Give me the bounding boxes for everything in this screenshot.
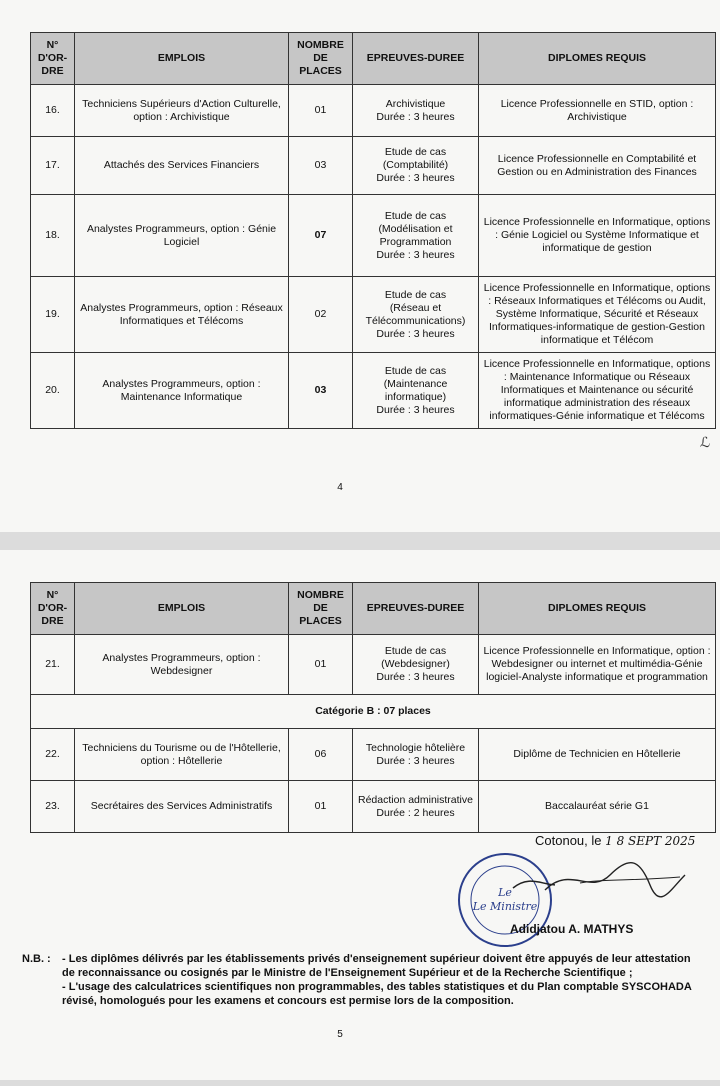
table-row bbox=[31, 781, 716, 833]
exam-line: (Comptabilité) bbox=[382, 159, 449, 171]
table-row bbox=[31, 137, 716, 195]
row-number: 23. bbox=[31, 781, 75, 833]
table-row bbox=[31, 195, 716, 277]
header-diplomes: DIPLOMES REQUIS bbox=[479, 583, 716, 635]
nb-item: - Les diplômes délivrés par les établissements privés d'enseignement supérieur doivent être appuyés de leur attestation de reconnaissance ou cosignés par le Ministre de l'Enseignement Supérieur et de la Recherche Scientifique ; bbox=[62, 953, 691, 979]
places-count: 01 bbox=[289, 85, 353, 137]
exam-duration bbox=[353, 195, 479, 277]
required-diploma: Licence Professionnelle en Informatique, options : Maintenance Informatique ou Réseaux Informatiques et Maintenance ou sécurité informatique administration des réseaux informatiques-Génie informatique et Télécoms bbox=[479, 353, 716, 429]
handwritten-mark-icon: ℒ bbox=[700, 434, 711, 450]
table-body bbox=[31, 85, 716, 429]
page-number: 5 bbox=[337, 1029, 343, 1040]
exam-line: Durée : 2 heures bbox=[376, 806, 455, 819]
job-title: Analystes Programmeurs, option : Maintenance Informatique bbox=[75, 353, 289, 429]
stamp-title: Le Ministre bbox=[472, 900, 538, 913]
places-count: 03 bbox=[289, 137, 353, 195]
exam-line: Etude de cas bbox=[384, 146, 447, 158]
handwritten-date: 1 8 SEPT 2025 bbox=[605, 834, 696, 848]
exam-line: (Réseau et Télécommunications) bbox=[365, 301, 466, 327]
row-number: 16. bbox=[31, 85, 75, 137]
header-places: NOMBRE DE PLACES bbox=[289, 33, 353, 85]
header-ordre: N° D'OR-DRE bbox=[31, 33, 75, 85]
row-number: 21. bbox=[31, 635, 75, 695]
required-diploma: Licence Professionnelle en Comptabilité et Gestion ou en Administration des Finances bbox=[479, 137, 716, 195]
page-number: 4 bbox=[337, 482, 343, 493]
exam-duration bbox=[353, 729, 479, 781]
signature-date bbox=[535, 833, 695, 848]
signer-name: Adidjatou A. MATHYS bbox=[510, 922, 634, 936]
document-page-5 bbox=[0, 550, 720, 1080]
exam-line: Etude de cas bbox=[384, 209, 447, 222]
category-row bbox=[31, 695, 716, 729]
places-count: 02 bbox=[289, 277, 353, 353]
exam-duration bbox=[353, 277, 479, 353]
nb-item: - L'usage des calculatrices scientifiques non programmables, des tables statistiques et du Plan comptable SYSCOHADA révisé, homologués pour les examens et concours est permise lors de la composition. bbox=[62, 981, 692, 1007]
required-diploma: Licence Professionnelle en Informatique, option : Webdesigner ou internet et multimédia-Génie logiciel-Analyste informatique et programmation bbox=[479, 635, 716, 695]
table-row bbox=[31, 635, 716, 695]
required-diploma: Licence Professionnelle en STID, option : Archivistique bbox=[479, 85, 716, 137]
exam-line: Durée : 3 heures bbox=[376, 327, 455, 340]
exam-line: Durée : 3 heures bbox=[376, 172, 455, 184]
table-row bbox=[31, 353, 716, 429]
header-emplois: EMPLOIS bbox=[75, 33, 289, 85]
job-title: Analystes Programmeurs, option : Webdesigner bbox=[75, 635, 289, 695]
category-label: Catégorie B : 07 places bbox=[31, 695, 716, 729]
date-place: Cotonou, le bbox=[535, 833, 602, 848]
exam-line: Rédaction administrative bbox=[358, 793, 473, 806]
places-count: 01 bbox=[289, 635, 353, 695]
required-diploma: Diplôme de Technicien en Hôtellerie bbox=[479, 729, 716, 781]
table-row bbox=[31, 277, 716, 353]
svg-text:Le: Le bbox=[498, 886, 512, 899]
exam-line: Archivistique bbox=[385, 97, 446, 110]
table-row bbox=[31, 85, 716, 137]
job-title: Attachés des Services Financiers bbox=[75, 137, 289, 195]
exam-line: Etude de cas bbox=[384, 364, 447, 377]
table-body bbox=[31, 635, 716, 695]
exam-line: Technologie hôtelière bbox=[365, 741, 466, 754]
places-count: 06 bbox=[289, 729, 353, 781]
exam-duration bbox=[353, 85, 479, 137]
exam-duration bbox=[353, 353, 479, 429]
exam-line: (Modélisation et Programmation bbox=[378, 222, 453, 248]
required-diploma: Licence Professionnelle en Informatique, options : Génie Logiciel ou Système Informatique et informatique de gestion bbox=[479, 195, 716, 277]
exam-line: Durée : 3 heures bbox=[376, 248, 455, 261]
recruitment-table-page-5 bbox=[30, 582, 716, 833]
table-body bbox=[31, 729, 716, 833]
header-emplois: EMPLOIS bbox=[75, 583, 289, 635]
recruitment-table-page-4 bbox=[30, 32, 716, 429]
nota-bene bbox=[22, 952, 702, 1008]
job-title: Analystes Programmeurs, option : Génie Logiciel bbox=[75, 195, 289, 277]
header-places: NOMBRE DE PLACES bbox=[289, 583, 353, 635]
places-count: 01 bbox=[289, 781, 353, 833]
required-diploma: Licence Professionnelle en Informatique, options : Réseaux Informatiques et Télécoms ou Audit, Système Informatique, Sécurité et Réseaux Informatiques-informatique de gestion-Gestion informatique et Télécom bbox=[479, 277, 716, 353]
exam-duration bbox=[353, 137, 479, 195]
places-count: 07 bbox=[289, 195, 353, 277]
job-title: Techniciens Supérieurs d'Action Culturelle, option : Archivistique bbox=[75, 85, 289, 137]
job-title: Secrétaires des Services Administratifs bbox=[75, 781, 289, 833]
header-epreuves: EPREUVES-DUREE bbox=[353, 583, 479, 635]
exam-line: Durée : 3 heures bbox=[376, 110, 455, 123]
table-row bbox=[31, 729, 716, 781]
row-number: 18. bbox=[31, 195, 75, 277]
exam-line: Etude de cas bbox=[384, 645, 447, 657]
exam-duration bbox=[353, 781, 479, 833]
exam-line: (Maintenance informatique) bbox=[383, 377, 448, 403]
signature-icon bbox=[540, 855, 690, 905]
nb-label: N.B. : bbox=[22, 953, 51, 965]
row-number: 17. bbox=[31, 137, 75, 195]
required-diploma: Baccalauréat série G1 bbox=[479, 781, 716, 833]
table-header-row bbox=[31, 583, 716, 635]
header-epreuves: EPREUVES-DUREE bbox=[353, 33, 479, 85]
row-number: 19. bbox=[31, 277, 75, 353]
job-title: Techniciens du Tourisme ou de l'Hôtellerie, option : Hôtellerie bbox=[75, 729, 289, 781]
header-ordre: N° D'OR-DRE bbox=[31, 583, 75, 635]
exam-line: Durée : 3 heures bbox=[376, 403, 455, 416]
exam-line: Durée : 3 heures bbox=[376, 754, 455, 767]
job-title: Analystes Programmeurs, option : Réseaux Informatiques et Télécoms bbox=[75, 277, 289, 353]
places-count: 03 bbox=[289, 353, 353, 429]
exam-duration bbox=[353, 635, 479, 695]
header-diplomes: DIPLOMES REQUIS bbox=[479, 33, 716, 85]
row-number: 20. bbox=[31, 353, 75, 429]
row-number: 22. bbox=[31, 729, 75, 781]
exam-line: (Webdesigner) bbox=[381, 658, 450, 670]
document-page-4 bbox=[0, 0, 720, 532]
table-header-row bbox=[31, 33, 716, 85]
exam-line: Etude de cas bbox=[384, 288, 447, 301]
exam-line: Durée : 3 heures bbox=[376, 671, 455, 683]
